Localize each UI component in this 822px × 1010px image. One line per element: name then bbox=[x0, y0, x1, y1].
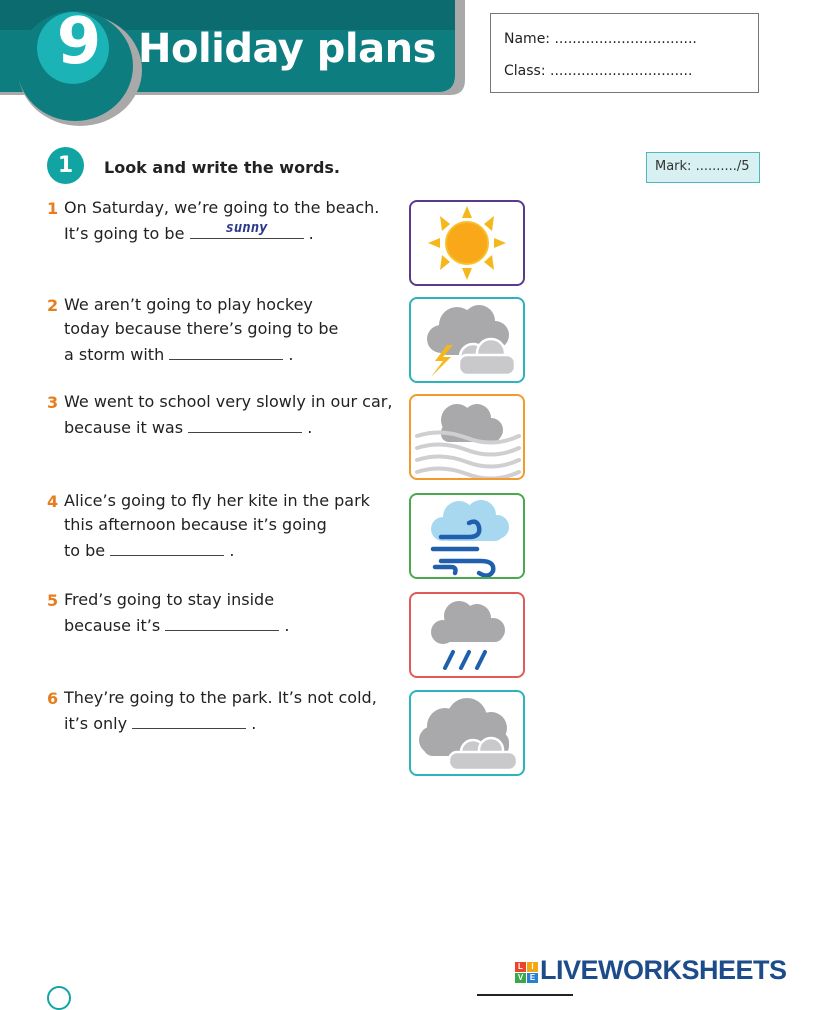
logo-letter: L bbox=[515, 962, 526, 972]
exercise-instruction: Look and write the words. bbox=[104, 158, 341, 177]
question-number: 4 bbox=[47, 492, 59, 511]
answer-blank-2[interactable] bbox=[169, 341, 283, 360]
question-line: this afternoon because it’s going bbox=[64, 515, 327, 534]
question-6-text bbox=[64, 686, 394, 736]
question-prompt: it’s only bbox=[64, 714, 128, 733]
question-number: 6 bbox=[47, 689, 59, 708]
question-5-text bbox=[64, 588, 394, 638]
question-3-text bbox=[64, 390, 394, 440]
picture-card-5 bbox=[409, 592, 525, 678]
name-class-box bbox=[490, 13, 759, 93]
period: . bbox=[307, 418, 313, 437]
question-line: Fred’s going to stay inside bbox=[64, 590, 275, 609]
picture-card-3 bbox=[409, 394, 525, 480]
rain-cloud-icon bbox=[411, 594, 523, 676]
question-prompt: because it was bbox=[64, 418, 184, 437]
question-number: 1 bbox=[47, 199, 59, 218]
brand-name[interactable]: LIVEWORKSHEETS bbox=[540, 955, 787, 985]
question-line: They’re going to the park. It’s not cold, bbox=[64, 688, 377, 707]
answer-blank-1[interactable] bbox=[190, 220, 304, 239]
logo-letter: I bbox=[527, 962, 538, 972]
answer-text: sunny bbox=[225, 220, 268, 236]
page-marker-icon bbox=[47, 986, 71, 1010]
question-prompt: a storm with bbox=[64, 345, 165, 364]
exercise-number-badge: 1 bbox=[47, 147, 84, 184]
page-title: Holiday plans bbox=[138, 26, 436, 72]
answer-blank-3[interactable] bbox=[188, 414, 302, 433]
logo-letter: V bbox=[515, 973, 526, 983]
sun-icon bbox=[411, 202, 523, 284]
picture-card-1 bbox=[409, 200, 525, 286]
picture-card-4 bbox=[409, 493, 525, 579]
question-number: 5 bbox=[47, 591, 59, 610]
question-prompt: It’s going to be bbox=[64, 224, 185, 243]
picture-card-2 bbox=[409, 297, 525, 383]
fog-cloud-icon bbox=[411, 396, 523, 478]
question-line: We went to school very slowly in our car, bbox=[64, 392, 393, 411]
period: . bbox=[229, 541, 235, 560]
question-prompt: because it’s bbox=[64, 616, 161, 635]
period: . bbox=[308, 224, 314, 243]
liveworksheets-logo bbox=[515, 962, 539, 984]
unit-number: 9 bbox=[56, 5, 102, 79]
question-number: 3 bbox=[47, 393, 59, 412]
question-4-text bbox=[64, 489, 394, 563]
period: . bbox=[284, 616, 290, 635]
question-2-text bbox=[64, 293, 394, 367]
answer-blank-5[interactable] bbox=[165, 612, 279, 631]
question-line: today because there’s going to be bbox=[64, 319, 339, 338]
question-line: Alice’s going to fly her kite in the park bbox=[64, 491, 370, 510]
name-field[interactable]: Name: ................................ bbox=[504, 31, 697, 47]
logo-letter: E bbox=[527, 973, 538, 983]
mark-box: Mark: ........../5 bbox=[646, 152, 760, 183]
question-line: On Saturday, we’re going to the beach. bbox=[64, 198, 380, 217]
wind-cloud-icon bbox=[411, 495, 523, 577]
question-line: We aren’t going to play hockey bbox=[64, 295, 313, 314]
answer-blank-4[interactable] bbox=[110, 537, 224, 556]
answer-blank-6[interactable] bbox=[132, 710, 246, 729]
question-prompt: to be bbox=[64, 541, 106, 560]
period: . bbox=[251, 714, 257, 733]
footer-divider bbox=[477, 994, 573, 996]
picture-card-6 bbox=[409, 690, 525, 776]
question-number: 2 bbox=[47, 296, 59, 315]
class-field[interactable]: Class: ................................ bbox=[504, 63, 693, 79]
thunder-cloud-icon bbox=[411, 299, 523, 381]
question-1-text bbox=[64, 196, 394, 246]
cloudy-icon bbox=[411, 692, 523, 774]
period: . bbox=[288, 345, 294, 364]
